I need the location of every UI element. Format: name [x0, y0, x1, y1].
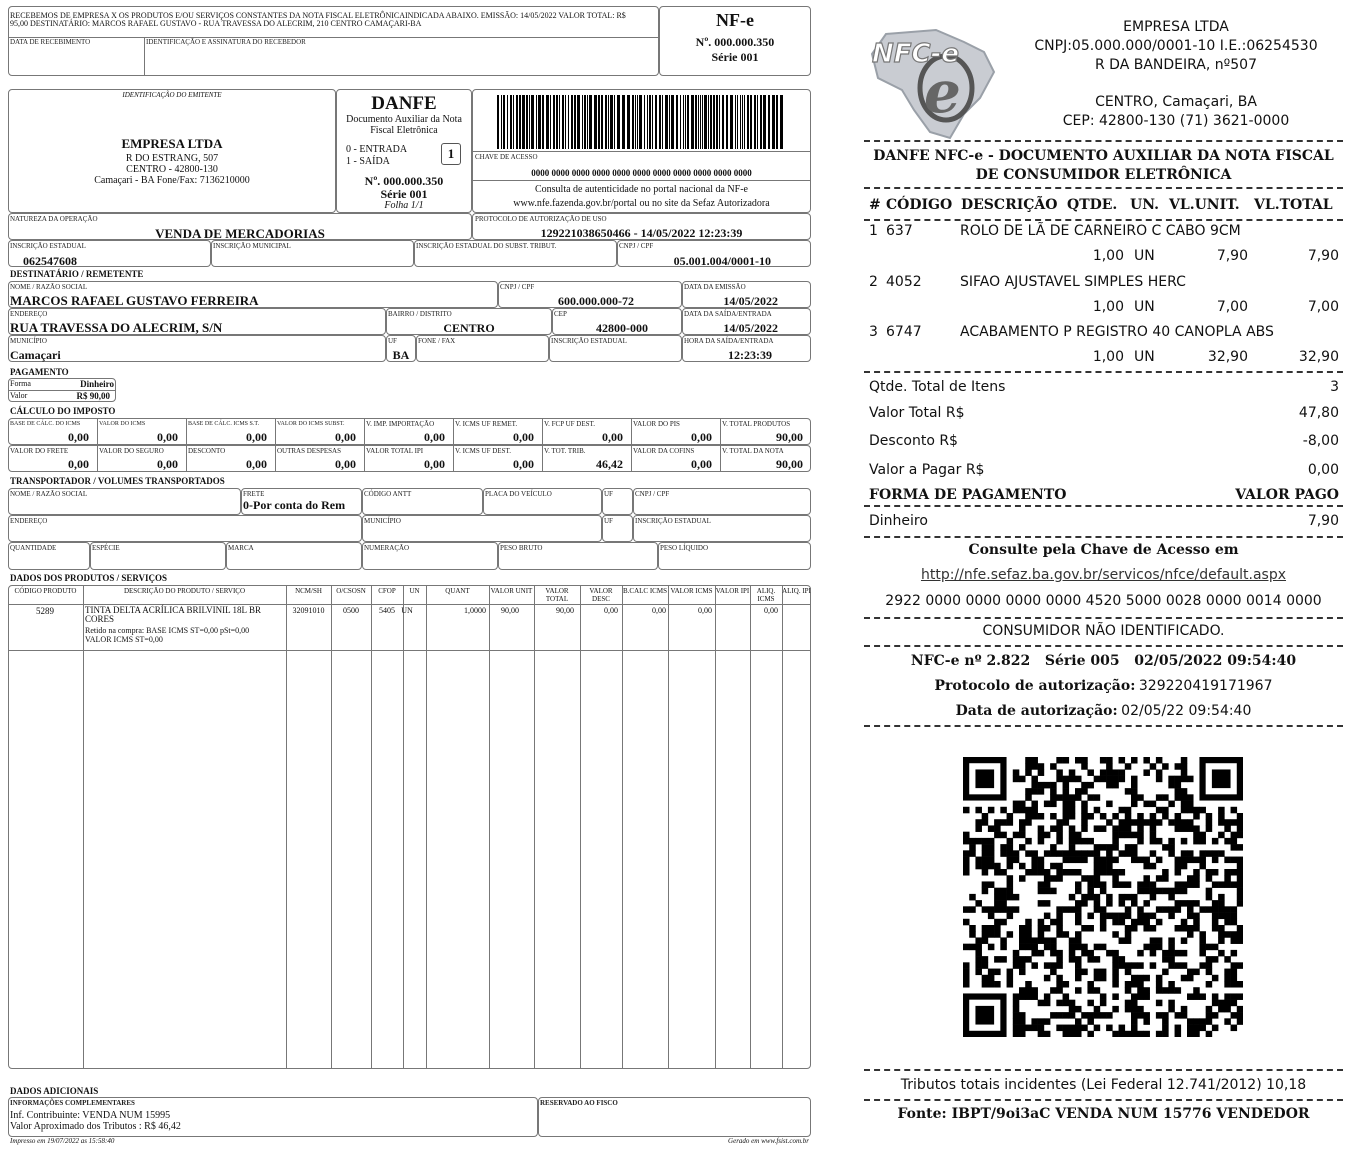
nfce-column-header: CÓDIGO	[886, 197, 953, 213]
tax-label: VALOR DO FRETE	[10, 447, 69, 455]
column-divider	[426, 585, 427, 1069]
column-header: B.CALC ICMS	[623, 587, 667, 595]
product-bcalc: 0,00	[652, 606, 666, 615]
column-divider	[331, 585, 332, 1069]
item-un: UN	[1134, 349, 1155, 365]
emitter-addr3: Camaçari - BA Fone/Fax: 7136210000	[94, 175, 250, 186]
column-divider	[534, 585, 535, 1069]
nfce-consult: Consulte pela Chave de Acesso em	[968, 542, 1239, 558]
column-divider	[371, 585, 372, 1069]
dest-mun: Camaçari	[10, 348, 61, 362]
item-desc: SIFAO AJUSTAVEL SIMPLES HERC	[960, 273, 1186, 290]
pay-section: PAGAMENTO	[10, 367, 69, 377]
tax-label: V. TOT. TRIB.	[544, 447, 586, 455]
products-table	[8, 585, 811, 1069]
tax-section: CÁLCULO DO IMPOSTO	[10, 406, 116, 416]
transp-placa-label: PLACA DO VEÍCULO	[485, 490, 552, 498]
column-header: NCM/SH	[295, 587, 322, 595]
emitter-addr2: CENTRO - 42800-130	[126, 164, 218, 175]
products-section: DADOS DOS PRODUTOS / SERVIÇOS	[10, 573, 168, 583]
tax-value: 90,00	[776, 457, 803, 471]
tax-value: 0,00	[68, 457, 89, 471]
column-header: VALOR IPI	[715, 587, 750, 595]
column-header: DESCRIÇÃO DO PRODUTO / SERVIÇO	[123, 587, 246, 595]
product-aliq: 0,00	[764, 606, 778, 615]
danfe-serie: Série 001	[380, 187, 428, 201]
nature-label: NATUREZA DA OPERAÇÃO	[10, 215, 98, 223]
key-value: 0000 0000 0000 0000 0000 0000 0000 0000 0000 0000 0000	[531, 168, 752, 178]
barcode-icon	[497, 95, 787, 149]
dest-name: MARCOS RAFAEL GUSTAVO FERREIRA	[10, 293, 259, 308]
column-header: ALIQ. ICMS	[756, 587, 776, 603]
item-desc: ROLO DE LÃ DE CARNEIRO C CABO 9CM	[960, 223, 1241, 239]
nfce-date-label: Data de autorização:	[955, 703, 1118, 719]
transp-cnpj-label: CNPJ / CPF	[635, 490, 670, 498]
tax-label: VALOR TOTAL IPI	[366, 447, 424, 455]
nfce-url-link[interactable]: http://nfe.sefaz.ba.gov.br/servicos/nfce/default.aspx	[920, 567, 1287, 583]
key-label: CHAVE DE ACESSO	[475, 153, 538, 161]
tax-value: 0,00	[424, 457, 445, 471]
tax-label: V. TOTAL DA NOTA	[722, 447, 784, 455]
column-divider	[782, 585, 783, 1069]
column-header: CÓDIGO PRODUTO	[14, 587, 77, 595]
product-ncm: 32091010	[292, 606, 325, 615]
tax-value: 0,00	[602, 430, 623, 444]
dest-emis: 14/05/2022	[723, 294, 778, 308]
im-label: INSCRIÇÃO MUNICIPAL	[213, 242, 291, 250]
ie-value: 062547608	[23, 254, 77, 268]
nfce-prot-value: 329220419171967	[1138, 678, 1273, 694]
item-number: 1	[869, 223, 878, 239]
item-un: UN	[1134, 298, 1155, 315]
product-vdesc: 0,00	[604, 606, 618, 615]
tax-label: VALOR DO ICMS SUBST.	[277, 421, 345, 427]
total-value: 47,80	[1298, 405, 1339, 421]
nfce-number: NFC-e nº 2.822 Série 005 02/05/2022 09:54:40	[910, 653, 1297, 669]
nfce-paid-label: VALOR PAGO	[1235, 487, 1339, 503]
tax-value: 0,00	[335, 430, 356, 444]
total-label: Qtde. Total de Itens	[869, 379, 1006, 395]
transp-frete-label: FRETE	[243, 490, 265, 498]
item-number: 2	[869, 273, 878, 290]
danfe-saida: 1 - SAÍDA	[346, 156, 390, 167]
nfce-title2: DE CONSUMIDOR ELETRÔNICA	[975, 167, 1232, 183]
transp-esp-label: ESPÉCIE	[92, 544, 120, 552]
tax-label: BASE DE CÁLC. DO ICMS	[10, 421, 81, 427]
tax-label: VALOR DO PIS	[633, 420, 680, 428]
danfe-sub2: Fiscal Eletrônica	[370, 125, 438, 136]
column-header: QUANT	[445, 587, 470, 595]
svg-text:e: e	[924, 58, 961, 126]
column-header: UN	[409, 587, 420, 595]
tax-value: 46,42	[596, 457, 623, 471]
nfce-company: EMPRESA LTDA	[1123, 19, 1229, 35]
danfe-entrada: 0 - ENTRADA	[346, 144, 408, 155]
column-divider	[489, 585, 490, 1069]
tax-label: VALOR DO SEGURO	[99, 447, 164, 455]
nature-value: VENDA DE MERCADORIAS	[155, 226, 325, 241]
dest-end: RUA TRAVESSA DO ALECRIM, S/N	[10, 320, 223, 335]
danfe-type-box: 1	[441, 143, 461, 165]
key-consult1: Consulta de autenticidade no portal nacional da NF-e	[535, 184, 748, 195]
receipt-nfe-title: NF-e	[716, 10, 754, 30]
tax-label: VALOR DO ICMS	[99, 421, 146, 427]
transp-nome-label: NOME / RAZÃO SOCIAL	[10, 490, 88, 498]
nfce-tributes: Tributos totais incidentes (Lei Federal 12.741/2012) 10,18	[900, 1077, 1307, 1093]
nfce-pay-method: Dinheiro	[869, 513, 928, 529]
column-divider	[715, 585, 716, 1069]
receipt-nfe-serie: Série 001	[711, 50, 759, 64]
dest-saida-label: DATA DA SAÍDA/ENTRADA	[684, 310, 772, 318]
dest-fone-label: FONE / FAX	[418, 337, 456, 345]
tax-value: 0,00	[513, 430, 534, 444]
qr-code-icon[interactable]	[963, 757, 1243, 1037]
dest-mun-label: MUNICÍPIO	[10, 337, 47, 345]
dest-cnpj: 600.000.000-72	[558, 294, 634, 308]
danfe-number: Nº. 000.000.350	[364, 174, 444, 188]
nfce-column-header: #	[869, 197, 881, 213]
transp-marca-label: MARCA	[228, 544, 254, 552]
tax-value: 0,00	[157, 457, 178, 471]
transp-uf2-label: UF	[604, 517, 613, 525]
extra-info-label: INFORMAÇÕES COMPLEMENTARES	[10, 1099, 135, 1107]
svg-text:NFC-e: NFC-e	[872, 39, 960, 69]
transp-ie-label: INSCRIÇÃO ESTADUAL	[635, 517, 711, 525]
total-label: Valor Total R$	[869, 405, 965, 421]
iest-label: INSCRIÇÃO ESTADUAL DO SUBST. TRIBUT.	[416, 242, 557, 250]
nfce-consumer: CONSUMIDOR NÃO IDENTIFICADO.	[982, 623, 1225, 639]
dest-emis-label: DATA DA EMISSÃO	[684, 283, 746, 291]
product-desc: TINTA DELTA ACRÍLICA BRILVINIL 18L BR CORES	[85, 605, 261, 624]
extra-info2: Valor Aproximado dos Tributos : R$ 46,42	[10, 1121, 181, 1132]
item-number: 3	[869, 324, 878, 340]
dest-name-label: NOME / RAZÃO SOCIAL	[10, 283, 88, 291]
column-divider	[750, 585, 751, 1069]
nfce-source: Fonte: IBPT/9oi3aC VENDA NUM 15776 VENDEDOR	[897, 1106, 1310, 1122]
column-header: VALOR DESC	[589, 587, 613, 603]
item-unit: 7,90	[1216, 248, 1248, 264]
nfce-column-header: VL.UNIT.	[1169, 197, 1240, 213]
product-cst: 0500	[343, 606, 359, 615]
nfce-column-header: QTDE.	[1067, 197, 1118, 213]
transp-uf-label: UF	[604, 490, 613, 498]
dest-bairro: CENTRO	[443, 321, 495, 335]
dest-cep: 42800-000	[596, 321, 648, 335]
pay-forma-label: Forma	[10, 379, 31, 388]
nfce-title: DANFE NFC-e - DOCUMENTO AUXILIAR DA NOTA FISCAL	[873, 148, 1334, 164]
transp-mun-label: MUNICÍPIO	[364, 517, 401, 525]
ie-label: INSCRIÇÃO ESTADUAL	[10, 242, 86, 250]
tax-label: VALOR DA COFINS	[633, 447, 695, 455]
dest-saida: 14/05/2022	[723, 321, 778, 335]
transp-section: TRANSPORTADOR / VOLUMES TRANSPORTADOS	[10, 476, 225, 486]
item-total: 32,90	[1298, 349, 1339, 365]
column-divider	[580, 585, 581, 1069]
receipt-date-label: DATA DE RECEBIMENTO	[10, 38, 91, 46]
item-total: 7,00	[1307, 298, 1339, 315]
transp-antt-label: CÓDIGO ANTT	[364, 490, 412, 498]
product-quant: 1,0000	[464, 606, 486, 615]
item-unit: 7,00	[1216, 298, 1248, 315]
tax-value: 0,00	[424, 430, 445, 444]
column-divider	[668, 585, 669, 1069]
emitter-name: EMPRESA LTDA	[121, 136, 223, 151]
tax-value: 0,00	[246, 430, 267, 444]
key-consult2: www.nfe.fazenda.gov.br/portal ou no site da Sefaz Autorizadora	[513, 198, 770, 209]
dest-cnpj-label: CNPJ / CPF	[500, 283, 535, 291]
column-header: ALIQ. IPI	[782, 587, 811, 595]
column-header: VALOR ICMS	[670, 587, 713, 595]
item-qty: 1,00	[1092, 349, 1124, 365]
protocol-label: PROTOCOLO DE AUTORIZAÇÃO DE USO	[475, 215, 607, 223]
column-header: VALOR UNIT	[490, 587, 533, 595]
item-code: 6747	[886, 324, 922, 340]
tax-label: DESCONTO	[188, 447, 226, 455]
nfce-pay-label: FORMA DE PAGAMENTO	[869, 487, 1067, 503]
tax-value: 0,00	[335, 457, 356, 471]
item-code: 4052	[886, 273, 922, 290]
tax-value: 0,00	[157, 430, 178, 444]
pay-valor-label: Valor	[10, 391, 28, 400]
nfce-cnpj: CNPJ:05.000.000/0001-10 I.E.:06254530	[1034, 38, 1318, 54]
transp-qtd-label: QUANTIDADE	[10, 544, 57, 552]
column-header: VALOR TOTAL	[545, 587, 569, 603]
extra-info1: Inf. Contribuinte: VENDA NUM 15995	[10, 1110, 171, 1121]
product-vtotal: 90,00	[556, 606, 574, 615]
danfe-title: DANFE	[371, 93, 437, 114]
column-divider	[83, 585, 84, 1069]
nfce-column-header: UN.	[1130, 197, 1159, 213]
dest-bairro-label: BAIRRO / DISTRITO	[388, 310, 452, 318]
dest-uf: BA	[392, 348, 410, 362]
emitter-cnpj-value: 05.001.004/0001-10	[673, 254, 771, 268]
dest-hora: 12:23:39	[728, 348, 772, 362]
danfe-sub1: Documento Auxiliar da Nota	[346, 114, 462, 125]
tax-label: V. TOTAL PRODUTOS	[722, 420, 791, 428]
nfce-key: 2922 0000 0000 0000 0000 4520 5000 0028 0000 0014 0000	[885, 593, 1322, 609]
transp-end-label: ENDEREÇO	[10, 517, 48, 525]
tax-label: V. FCP UF DEST.	[544, 420, 596, 428]
product-desc-retido: Retido na compra: BASE ICMS ST=0,00 pSt=0,00	[85, 626, 250, 635]
item-qty: 1,00	[1092, 248, 1124, 264]
product-cfop: 5405	[379, 606, 395, 615]
emitter-cnpj-label: CNPJ / CPF	[619, 242, 654, 250]
extra-section: DADOS ADICIONAIS	[10, 1086, 99, 1096]
product-desc-icms: VALOR ICMS ST=0,00	[85, 635, 163, 644]
receipt-sign-label: IDENTIFICAÇÃO E ASSINATURA DO RECEBEDOR	[146, 38, 306, 46]
nfce-protocol	[864, 678, 1343, 695]
dest-ie-label: INSCRIÇÃO ESTADUAL	[551, 337, 627, 345]
item-code: 637	[886, 223, 913, 239]
total-label: Desconto R$	[869, 433, 958, 449]
tax-value: 0,00	[691, 430, 712, 444]
product-vunit: 90,00	[501, 606, 519, 615]
pay-forma: Dinheiro	[80, 379, 114, 389]
column-divider	[622, 585, 623, 1069]
dest-section: DESTINATÁRIO / REMETENTE	[10, 269, 144, 279]
item-total: 7,90	[1307, 248, 1339, 264]
emitter-label: IDENTIFICAÇÃO DO EMITENTE	[122, 91, 222, 99]
tax-label: V. ICMS UF DEST.	[455, 447, 511, 455]
nfce-column-header: VL.TOTAL	[1254, 197, 1333, 213]
total-value: 0,00	[1307, 462, 1339, 478]
nfce-logo	[866, 26, 1000, 142]
danfe-folha: Folha 1/1	[384, 200, 424, 211]
nfce-city: CENTRO, Camaçari, BA	[1095, 94, 1257, 110]
transp-frete: 0-Por conta do Rem	[243, 498, 346, 512]
product-code: 5289	[36, 606, 54, 616]
dest-hora-label: HORA DA SAÍDA/ENTRADA	[684, 337, 774, 345]
total-value: 3	[1330, 379, 1339, 395]
column-divider	[403, 585, 404, 1069]
tax-label: V. ICMS UF REMET.	[455, 420, 518, 428]
item-desc: ACABAMENTO P REGISTRO 40 CANOPLA ABS	[960, 324, 1274, 340]
nfce-prot-label: Protocolo de autorização:	[934, 678, 1136, 694]
dest-cep-label: CEP	[554, 310, 567, 318]
receipt-text: RECEBEMOS DE EMPRESA X OS PRODUTOS E/OU SERVIÇOS CONSTANTES DA NOTA FISCAL ELETRÔNICAINDICADA ABAIXO. EMISSÃO: 14/05/2022 VALOR TOTAL: R$ 95,00 DESTINATÁRIO: MARCOS RAFAEL GUSTAVO - RUA TRAVESSA DO ALECRIM, 210 CENTRO CAMAÇARI-BA	[10, 11, 626, 28]
tax-value: 90,00	[776, 430, 803, 444]
nfce-date-value: 02/05/22 09:54:40	[1121, 703, 1252, 719]
item-qty: 1,00	[1092, 298, 1124, 315]
transp-pl-label: PESO LÍQUIDO	[660, 544, 709, 552]
tax-label: V. IMP. IMPORTAÇÃO	[366, 420, 435, 428]
transp-pb-label: PESO BRUTO	[500, 544, 543, 552]
tax-value: 0,00	[691, 457, 712, 471]
product-vicms: 0,00	[698, 606, 712, 615]
nfce-cep: CEP: 42800-130 (71) 3621-0000	[1062, 113, 1290, 129]
tax-value: 0,00	[246, 457, 267, 471]
tax-label: BASE DE CÁLC. ICMS S.T.	[188, 421, 260, 427]
dest-end-label: ENDEREÇO	[10, 310, 48, 318]
extra-fisco-label: RESERVADO AO FISCO	[540, 1099, 618, 1107]
dest-uf-label: UF	[388, 337, 397, 345]
printed-at: Impresso em 19/07/2022 as 15:58:40	[10, 1137, 115, 1145]
nfce-addr: R DA BANDEIRA, nº507	[1095, 57, 1257, 73]
nfce-pay-value: 7,90	[1307, 513, 1339, 529]
total-label: Valor a Pagar R$	[869, 462, 985, 478]
item-un: UN	[1134, 248, 1155, 264]
pay-valor: R$ 90,00	[76, 391, 110, 401]
transp-num-label: NUMERAÇÃO	[364, 544, 410, 552]
nfce-column-header: DESCRIÇÃO	[961, 197, 1058, 213]
tax-label: OUTRAS DESPESAS	[277, 447, 341, 455]
column-header: O/CSOSN	[336, 587, 366, 595]
generated-by: Gerado em www.fsist.com.br	[728, 1137, 809, 1145]
emitter-addr1: R DO ESTRANG, 507	[125, 153, 219, 164]
item-unit: 32,90	[1207, 349, 1248, 365]
receipt-nfe-number: Nº. 000.000.350	[695, 35, 775, 49]
tax-value: 0,00	[513, 457, 534, 471]
column-divider	[286, 585, 287, 1069]
nfce-auth-date	[864, 703, 1343, 720]
column-header: CFOP	[378, 587, 396, 595]
protocol-value: 129221038650466 - 14/05/2022 12:23:39	[540, 226, 743, 240]
total-value: -8,00	[1302, 433, 1339, 449]
tax-value: 0,00	[68, 430, 89, 444]
product-un: UN	[401, 606, 413, 615]
